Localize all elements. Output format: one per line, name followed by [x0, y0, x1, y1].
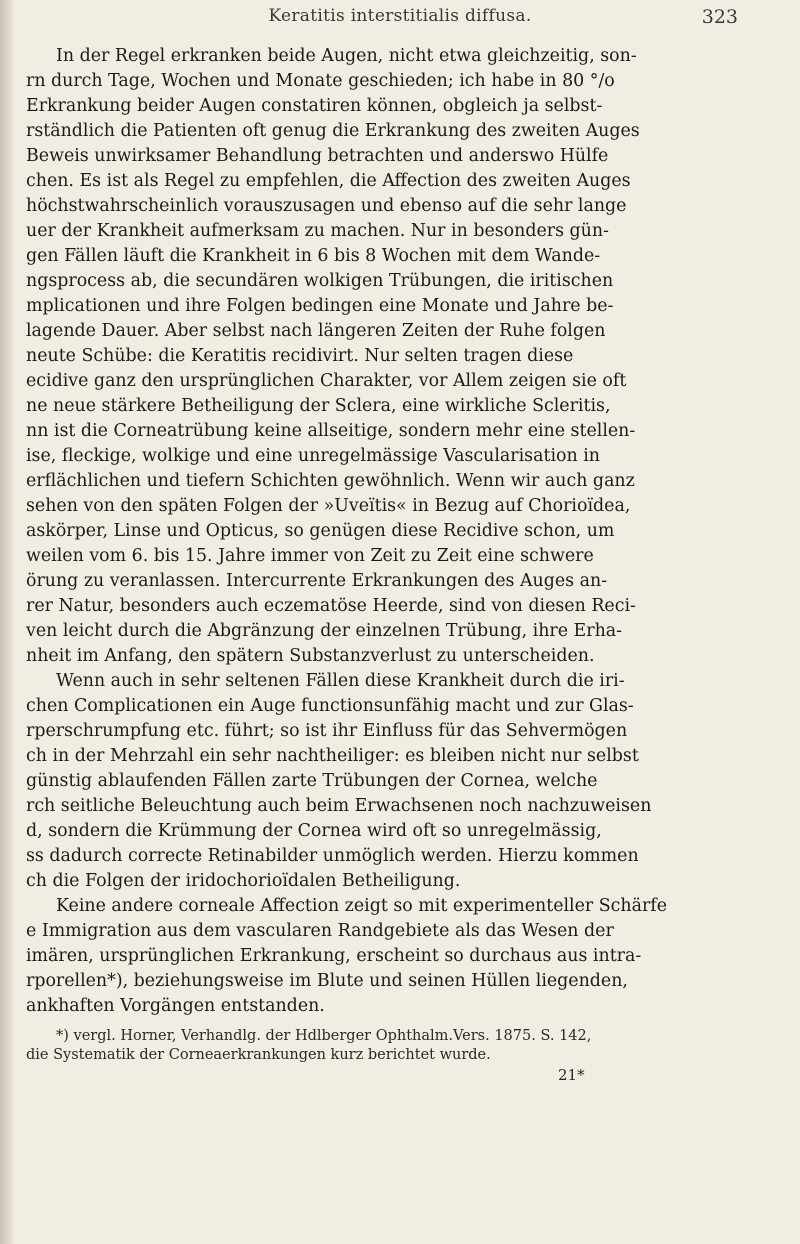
page-number: 323	[701, 6, 738, 28]
page-gutter-shadow	[0, 0, 14, 1244]
text-line: Wenn auch in sehr seltenen Fällen diese Krankheit durch die iri-	[56, 671, 625, 691]
text-line: ise, fleckige, wolkige und eine unregelmässige Vascularisation in	[26, 446, 600, 466]
text-line: höchstwahrscheinlich vorauszusagen und ebenso auf die sehr lange	[26, 196, 627, 216]
text-line: In der Regel erkranken beide Augen, nicht etwa gleichzeitig, son-	[56, 46, 637, 66]
text-line: mplicationen und ihre Folgen bedingen eine Monate und Jahre be-	[26, 296, 614, 316]
text-line: ne neue stärkere Betheiligung der Sclera, eine wirkliche Scleritis,	[26, 396, 611, 416]
text-line: lagende Dauer. Aber selbst nach längeren Zeiten der Ruhe folgen	[26, 321, 606, 341]
text-line: chen. Es ist als Regel zu empfehlen, die Affection des zweiten Auges	[26, 171, 631, 191]
footnote-line: *) vergl. Horner, Verhandlg. der Hdlberger Ophthalm.Vers. 1875. S. 142,	[56, 1028, 592, 1044]
text-line: askörper, Linse und Opticus, so genügen diese Recidive schon, um	[26, 521, 615, 541]
text-line: ecidive ganz den ursprünglichen Charakter, vor Allem zeigen sie oft	[26, 371, 627, 391]
text-line: uer der Krankheit aufmerksam zu machen. Nur in besonders gün-	[26, 221, 609, 241]
text-line: Erkrankung beider Augen constatiren können, obgleich ja selbst-	[26, 96, 603, 116]
text-line: ankhaften Vorgängen entstanden.	[26, 996, 325, 1016]
text-line: ch die Folgen der iridochorioïdalen Betheiligung.	[26, 871, 461, 891]
text-line: günstig ablaufenden Fällen zarte Trübungen der Cornea, welche	[26, 771, 598, 791]
running-title: Keratitis interstitialis diffusa.	[268, 6, 532, 26]
text-line: ngsprocess ab, die secundären wolkigen Trübungen, die iritischen	[26, 271, 614, 291]
text-line: erflächlichen und tiefern Schichten gewöhnlich. Wenn wir auch ganz	[26, 471, 635, 491]
text-line: rperschrumpfung etc. führt; so ist ihr Einfluss für das Sehvermögen	[26, 721, 628, 741]
text-line: ven leicht durch die Abgränzung der einzelnen Trübung, ihre Erha-	[26, 621, 623, 641]
body-text	[26, 44, 742, 1019]
text-line: gen Fällen läuft die Krankheit in 6 bis 8 Wochen mit dem Wande-	[26, 246, 601, 266]
text-line: ch in der Mehrzahl ein sehr nachtheiliger: es bleiben nicht nur selbst	[26, 746, 639, 766]
text-line: rporellen*), beziehungsweise im Blute und seinen Hüllen liegenden,	[26, 971, 628, 991]
text-line: rn durch Tage, Wochen und Monate geschieden; ich habe in 80 °/o	[26, 71, 615, 91]
text-line: weilen vom 6. bis 15. Jahre immer von Zeit zu Zeit eine schwere	[26, 546, 594, 566]
text-line: nn ist die Corneatrübung keine allseitige, sondern mehr eine stellen-	[26, 421, 636, 441]
text-line: ss dadurch correcte Retinabilder unmöglich werden. Hierzu kommen	[26, 846, 639, 866]
text-line: d, sondern die Krümmung der Cornea wird oft so unregelmässig,	[26, 821, 602, 841]
footnote-line: die Systematik der Corneaerkrankungen kurz berichtet wurde.	[26, 1047, 491, 1063]
text-line: Beweis unwirksamer Behandlung betrachten und anderswo Hülfe	[26, 146, 609, 166]
text-line: imären, ursprünglichen Erkrankung, erscheint so durchaus aus intra-	[26, 946, 642, 966]
text-line: rständlich die Patienten oft genug die Erkrankung des zweiten Auges	[26, 121, 640, 141]
text-line: nheit im Anfang, den spätern Substanzverlust zu unterscheiden.	[26, 646, 595, 666]
text-line: chen Complicationen ein Auge functionsunfähig macht und zur Glas-	[26, 696, 634, 716]
page-header	[0, 6, 800, 32]
footnotes	[26, 1027, 742, 1065]
text-line: sehen von den späten Folgen der »Uveïtis« in Bezug auf Chorioïdea,	[26, 496, 631, 516]
text-line: neute Schübe: die Keratitis recidivirt. Nur selten tragen diese	[26, 346, 574, 366]
signature-mark: 21*	[558, 1066, 585, 1084]
text-line: rch seitliche Beleuchtung auch beim Erwachsenen noch nachzuweisen	[26, 796, 652, 816]
text-line: e Immigration aus dem vascularen Randgebiete als das Wesen der	[26, 921, 614, 941]
text-line: örung zu veranlassen. Intercurrente Erkrankungen des Auges an-	[26, 571, 608, 591]
text-line: rer Natur, besonders auch eczematöse Heerde, sind von diesen Reci-	[26, 596, 636, 616]
text-line: Keine andere corneale Affection zeigt so mit experimenteller Schärfe	[56, 896, 668, 916]
